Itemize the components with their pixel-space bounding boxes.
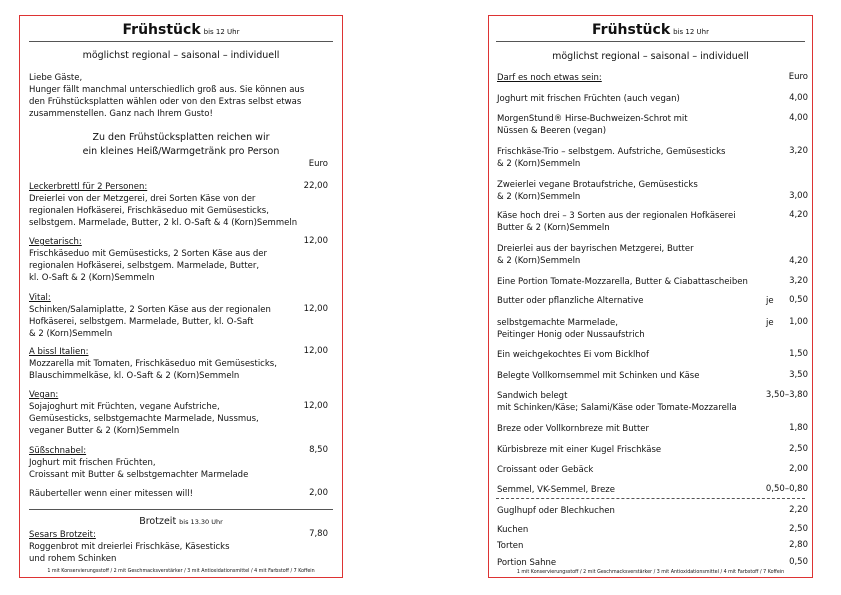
item-name: Süßschnabel: xyxy=(29,446,87,456)
item-line: Butter & 2 (Korn)Semmeln xyxy=(497,223,610,233)
notice-line: Zu den Frühstücksplatten reichen wir xyxy=(92,132,270,143)
title-divider xyxy=(29,41,333,42)
extra-item: Butter oder pflanzliche Alternative xyxy=(497,296,644,306)
item-line: Käse hoch drei – 3 Sorten aus der regionalen Hofkäserei xyxy=(497,211,736,221)
item-line: mit Schinken/Käse; Salami/Käse oder Tomate-Mozzarella xyxy=(497,403,737,413)
item-name: A bissl Italien: xyxy=(29,347,89,357)
item-line: Dreierlei aus der bayrischen Metzgerei, Butter xyxy=(497,244,694,254)
item-name: Leckerbrettl für 2 Personen: xyxy=(29,182,148,192)
item-name: Sesars Brotzeit: xyxy=(29,530,96,540)
extra-item: Joghurt mit frischen Früchten (auch vegan) xyxy=(497,94,680,104)
item-price: 4,00 xyxy=(789,93,808,103)
item-price: 3,50–3,80 xyxy=(765,390,808,400)
item-price: 12,00 xyxy=(303,401,328,411)
item-line: & 2 (Korn)Semmeln xyxy=(497,192,581,202)
title-note: bis 12 Uhr xyxy=(203,28,240,36)
item-desc: Sojajoghurt mit Früchten, vegane Aufstriche, xyxy=(29,402,220,412)
item-price: 4,20 xyxy=(789,256,808,266)
item-line: Nüssen & Beeren (vegan) xyxy=(497,126,607,136)
footnote: 1 mit Konservierungsstoff / 2 mit Geschmacksverstärker / 3 mit Antioxidationsmittel / 4 mit Farbstoff / 7 Koffein xyxy=(47,569,315,574)
item-price: 4,00 xyxy=(789,113,808,123)
item-desc: Croissant mit Butter & selbstgemachter Marmelade xyxy=(29,470,249,480)
item-price: 0,50 xyxy=(789,557,808,567)
item-line: Zweierlei vegane Brotaufstriche, Gemüsesticks xyxy=(497,180,698,190)
section-title-note: bis 13.30 Uhr xyxy=(179,518,223,526)
page-title xyxy=(20,22,342,38)
item-desc: regionalen Hofkäserei, Frischkäseduo mit Gemüsesticks, xyxy=(29,206,269,216)
section-title-brotzeit xyxy=(20,516,342,527)
menu-item-brotzeit xyxy=(29,529,230,565)
platter-notice xyxy=(20,131,342,159)
item-desc: Mozzarella mit Tomaten, Frischkäseduo mit Gemüsesticks, xyxy=(29,359,277,369)
item-line: selbstgemachte Marmelade, xyxy=(497,318,618,328)
extra-item: Breze oder Vollkornbreze mit Butter xyxy=(497,424,650,434)
item-price: 2,50 xyxy=(789,524,808,534)
item-price: 12,00 xyxy=(303,304,328,314)
menu-item-vital xyxy=(29,292,271,340)
intro-line: Liebe Gäste, xyxy=(29,73,83,83)
item-price: 22,00 xyxy=(303,181,328,191)
extra-item: Kürbisbreze mit einer Kugel Frischkäse xyxy=(497,445,662,455)
item-desc: Roggenbrot mit dreierlei Frischkäse, Käsesticks xyxy=(29,542,230,552)
item-desc: Blauschimmelkäse, kl. O-Saft & 2 (Korn)Semmeln xyxy=(29,371,240,381)
item-price: 3,20 xyxy=(789,276,808,286)
section-title-text: Brotzeit xyxy=(139,516,177,527)
intro-line: den Frühstücksplatten wählen oder von den Extras selbst etwas xyxy=(29,97,302,107)
footnote: 1 mit Konservierungsstoff / 2 mit Geschmacksverstärker / 3 mit Antioxidationsmittel / 4 mit Farbstoff / 7 Koffein xyxy=(516,570,785,575)
intro-text xyxy=(29,72,304,120)
unit-label: je xyxy=(766,318,774,328)
page-subtitle: möglichst regional – saisonal – individuell xyxy=(82,50,280,61)
extra-item xyxy=(497,146,725,170)
item-price: 3,00 xyxy=(789,191,808,201)
page-title xyxy=(489,22,812,38)
menu-item-vegan xyxy=(29,389,259,437)
extra-item: Eine Portion Tomate-Mozzarella, Butter & Ciabattascheiben xyxy=(497,277,748,287)
item-desc: und rohem Schinken xyxy=(29,554,117,564)
intro-line: Hunger fällt manchmal unterschiedlich groß aus. Sie können aus xyxy=(29,85,305,95)
item-price: 2,50 xyxy=(789,444,808,454)
item-price: 2,20 xyxy=(789,505,808,515)
extra-item: Guglhupf oder Blechkuchen xyxy=(497,506,615,516)
menu-item-italien xyxy=(29,346,277,382)
item-desc: regionalen Hofkäserei, selbstgem. Marmelade, Butter, xyxy=(29,261,260,271)
currency-label: Euro xyxy=(308,159,328,169)
item-price: 2,00 xyxy=(309,488,328,498)
extra-item xyxy=(497,390,737,414)
title-text: Frühstück xyxy=(122,22,201,38)
item-desc: veganer Butter & 2 (Korn)Semmeln xyxy=(29,426,180,436)
item-line: MorgenStund® Hirse-Buchweizen-Schrot mit xyxy=(497,114,688,124)
extra-item xyxy=(497,317,645,341)
extra-item: Torten xyxy=(497,541,524,551)
extra-item: Ein weichgekochtes Ei vom Bicklhof xyxy=(497,350,649,360)
item-price: 3,20 xyxy=(789,146,808,156)
item-desc: Joghurt mit frischen Früchten, xyxy=(29,458,156,468)
item-price: 12,00 xyxy=(303,236,328,246)
extra-item: Croissant oder Gebäck xyxy=(497,465,594,475)
currency-label: Euro xyxy=(788,72,808,82)
item-price: 3,50 xyxy=(789,370,808,380)
item-line: Sandwich belegt xyxy=(497,391,568,401)
item-line: & 2 (Korn)Semmeln xyxy=(497,159,581,169)
menu-item-raeuberteller: Räuberteller wenn einer mitessen will! xyxy=(29,489,194,499)
page-subtitle: möglichst regional – saisonal – individuell xyxy=(552,51,749,62)
menu-item-leckerbrettl xyxy=(29,181,297,229)
item-desc: selbstgem. Marmelade, Butter, 2 kl. O-Saft & 4 (Korn)Semmeln xyxy=(29,218,298,228)
item-line: Peitinger Honig oder Nussaufstrich xyxy=(497,330,645,340)
extras-heading: Darf es noch etwas sein: xyxy=(497,73,602,83)
item-price: 2,80 xyxy=(789,540,808,550)
item-desc: Hofkäserei, selbstgem. Marmelade, Butter, kl. O-Saft xyxy=(29,317,254,327)
menu-page-left xyxy=(19,15,343,578)
section-divider xyxy=(29,509,333,510)
item-price: 1,80 xyxy=(789,423,808,433)
extra-item: Portion Sahne xyxy=(497,558,557,568)
item-desc: kl. O-Saft & 2 (Korn)Semmeln xyxy=(29,273,155,283)
section-divider xyxy=(496,498,805,499)
item-price: 7,80 xyxy=(309,529,328,539)
item-name: Vital: xyxy=(29,293,51,303)
title-text: Frühstück xyxy=(592,22,671,38)
item-desc: Frischkäseduo mit Gemüsesticks, 2 Sorten Käse aus der xyxy=(29,249,267,259)
item-price: 4,20 xyxy=(789,210,808,220)
extra-item xyxy=(497,179,698,203)
item-price: 1,50 xyxy=(789,349,808,359)
item-desc: & 2 (Korn)Semmeln xyxy=(29,329,113,339)
extra-item: Belegte Vollkornsemmel mit Schinken und Käse xyxy=(497,371,700,381)
item-price: 0,50 xyxy=(789,295,808,305)
item-desc: Gemüsesticks, selbstgemachte Marmelade, Nussmus, xyxy=(29,414,259,424)
menu-item-vegetarisch xyxy=(29,236,267,284)
item-price: 0,50–0,80 xyxy=(765,484,808,494)
item-desc: Schinken/Salamiplatte, 2 Sorten Käse aus der regionalen xyxy=(29,305,271,315)
extra-item xyxy=(497,210,736,234)
item-name: Vegan: xyxy=(29,390,59,400)
extra-item: Kuchen xyxy=(497,525,529,535)
title-divider xyxy=(496,41,805,42)
intro-line: zusammenstellen. Ganz nach Ihrem Gusto! xyxy=(29,109,213,119)
item-desc: Dreierlei von der Metzgerei, drei Sorten Käse von der xyxy=(29,194,256,204)
item-price: 2,00 xyxy=(789,464,808,474)
extra-item xyxy=(497,113,688,137)
extra-item xyxy=(497,243,694,267)
item-line: & 2 (Korn)Semmeln xyxy=(497,256,581,266)
item-price: 8,50 xyxy=(309,445,328,455)
unit-label: je xyxy=(766,296,774,306)
menu-item-suessschnabel xyxy=(29,445,248,481)
item-price: 1,00 xyxy=(789,317,808,327)
item-name: Vegetarisch: xyxy=(29,237,82,247)
title-note: bis 12 Uhr xyxy=(673,28,709,36)
item-line: Frischkäse-Trio – selbstgem. Aufstriche, Gemüsesticks xyxy=(497,147,726,157)
menu-page-right xyxy=(488,15,813,578)
extra-item: Semmel, VK-Semmel, Breze xyxy=(497,485,615,495)
notice-line: ein kleines Heiß/Warmgetränk pro Person xyxy=(82,146,280,157)
item-price: 12,00 xyxy=(303,346,328,356)
